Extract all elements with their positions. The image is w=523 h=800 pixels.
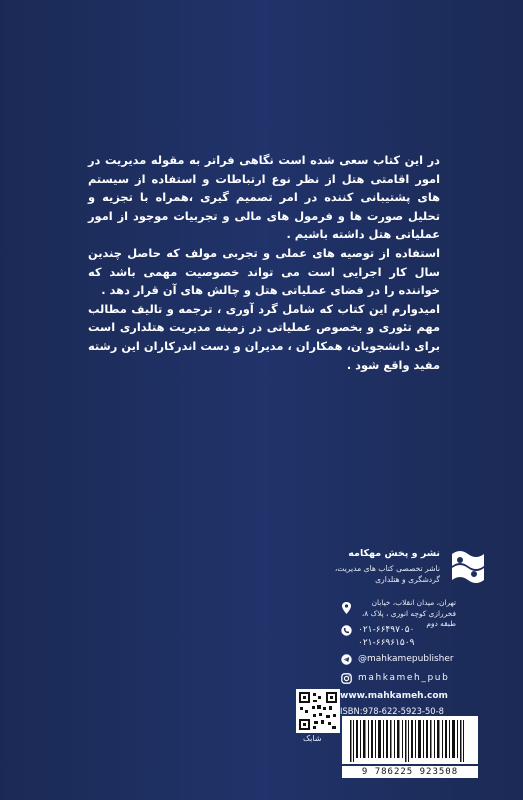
blurb-paragraph-2: استفاده از توصیه های عملی و تجربی مولف که حاصل چندین سال کار اجرایی است می تواند خصوصیت مهمی باشد که خواننده را در فضای عملیاتی هتل و چالش های آن قرار دهد . bbox=[88, 245, 440, 298]
address-row bbox=[340, 600, 352, 616]
blurb-paragraph-1: در این کتاب سعی شده است نگاهی فراتر به مقوله مدیریت در امور اقامتی هتل از نظر نوع ارتباطات و استفاده از سیستم های پشتیبانی کننده در امر تصمیم گیری ،همراه با تجزیه و تحلیل صورت ها و فرمول های مالی و تجربیات موجود از امور عملیاتی هتل داشته باشیم . bbox=[88, 153, 440, 242]
telegram-row bbox=[340, 651, 454, 667]
isbn-barcode bbox=[342, 716, 478, 764]
instagram-row bbox=[340, 670, 449, 686]
phone-number-1: ۰۲۱-۶۶۴۹۷۰۵۰ bbox=[358, 625, 415, 635]
website-url: www.mahkameh.com bbox=[340, 691, 448, 701]
qr-label: شابک bbox=[303, 734, 322, 743]
telegram-icon bbox=[340, 653, 352, 665]
location-icon bbox=[340, 602, 352, 614]
publisher-name: نشر و پخش مهکامه bbox=[348, 548, 440, 559]
telegram-handle: @mahkamepublisher bbox=[358, 654, 454, 664]
instagram-icon bbox=[340, 672, 352, 684]
publisher-description: ناشر تخصصی کتاب های مدیریت، گردشگری و هتلداری bbox=[334, 564, 440, 584]
phone-number-2: ۰۲۱-۶۶۹۶۱۵۰۹ bbox=[358, 638, 415, 648]
phone-row-2 bbox=[358, 635, 414, 651]
phone-icon bbox=[340, 624, 352, 636]
instagram-handle: mahkameh_pub bbox=[358, 673, 450, 683]
blurb-paragraph-3: امیدوارم این کتاب که شامل گرد آوری ، ترجمه و تالیف مطالب مهم تئوری و بخصوص عملیاتی در زمینه مدیریت هتلداری است برای دانشجویان، همکاران ، مدیران و دست اندرکاران این رشته مفید واقع شود . bbox=[88, 301, 440, 372]
isbn-number: ISBN:978-622-5923-50-8 bbox=[340, 706, 444, 716]
publisher-logo bbox=[446, 546, 486, 588]
qr-code bbox=[296, 689, 340, 733]
book-blurb bbox=[88, 151, 440, 374]
website-row bbox=[340, 688, 448, 704]
publisher-address: تهران، میدان انقلاب، خیابان فخررازی کوچه انوری ، پلاک ۸، طبقه دوم bbox=[361, 598, 456, 628]
barcode-digits: 9 786225 923508 bbox=[342, 766, 478, 778]
